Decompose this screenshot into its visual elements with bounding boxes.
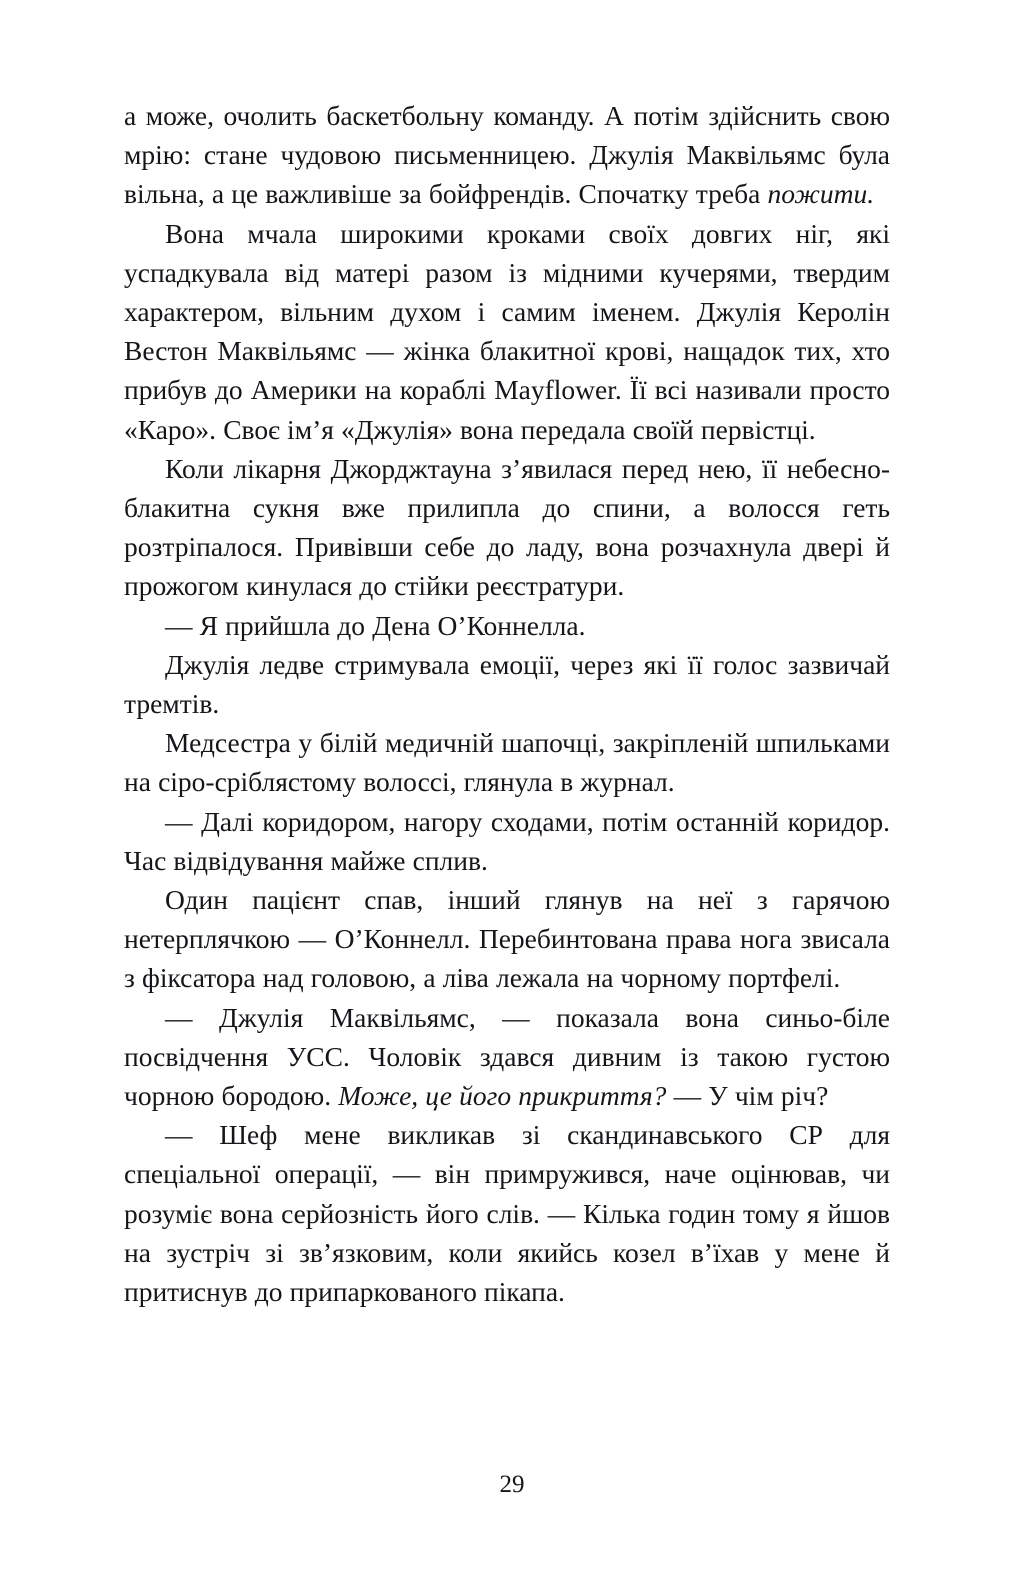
paragraph: Коли лікарня Джорджтауна з’явилася перед нею, її небесно-блакитна сукня вже прилипла до спини, а волосся геть розтріпалося. Привівши себе до ладу, вона розчахнула двері й прожогом кинулася до стійки реєстратури.: [124, 452, 890, 602]
paragraph: Один пацієнт спав, інший глянув на неї з гарячою нетерплячкою — О’Коннелл. Перебинтована права нога звисала з фіксатора над головою, а ліва лежала на чорному портфелі.: [124, 884, 890, 994]
paragraph-emphasis: пожити.: [767, 178, 875, 210]
dialogue-line: — Я прийшла до Дена О’Коннелла.: [165, 609, 586, 641]
dialogue-line: — Далі коридором, нагору сходами, потім останній коридор. Час відвідування майже сплив.: [124, 805, 890, 876]
dialogue-lead: — Джулія Маквільямс, — показала вона синьо-біле посвідчення УСС. Чоловік здався дивним із такою густою чорною бородою.: [124, 1001, 890, 1112]
paragraph: Вона мчала широкими кроками своїх довгих ніг, які успадкувала від матері разом із мідними кучерями, твердим характером, вільним духом і самим іменем. Джулія Керолін Вестон Маквільямс — жінка блакитної крові, нащадок тих, хто прибув до Америки на кораблі Mayflower. Її всі називали просто «Каро». Своє ім’я «Джулія» вона передала своїй первістці.: [124, 217, 890, 445]
page-number: 29: [499, 1471, 525, 1498]
dialogue-line: [124, 998, 890, 1116]
inner-thought-emphasis: Може, це його прикриття?: [338, 1080, 667, 1112]
dialogue-line: — Шеф мене викликав зі скандинавського СР для спеціальної операції, — він примружився, наче оцінював, чи розуміє вона серйозність його слів. — Кілька годин тому я йшов на зустріч зі зв’язковим, коли якийсь козел в’їхав у мене й притиснув до припаркованого пікапа.: [124, 1119, 890, 1308]
text-column: [124, 96, 890, 1311]
dialogue-tail: — У чім річ?: [666, 1080, 829, 1112]
paragraph: [124, 96, 890, 214]
paragraph: Джулія ледве стримувала емоції, через які її голос зазвичай тремтів.: [124, 648, 890, 720]
paragraph: Медсестра у білій медичній шапочці, закріпленій шпильками на сіро-сріблястому волоссі, глянула в журнал.: [124, 727, 890, 798]
paragraph-text: а може, очолить баскетбольну команду. А потім здійснить свою мрію: стане чудовою письменницею. Джулія Маквільямс була вільна, а це важливіше за бойфрендів. Спочатку треба: [124, 100, 890, 210]
